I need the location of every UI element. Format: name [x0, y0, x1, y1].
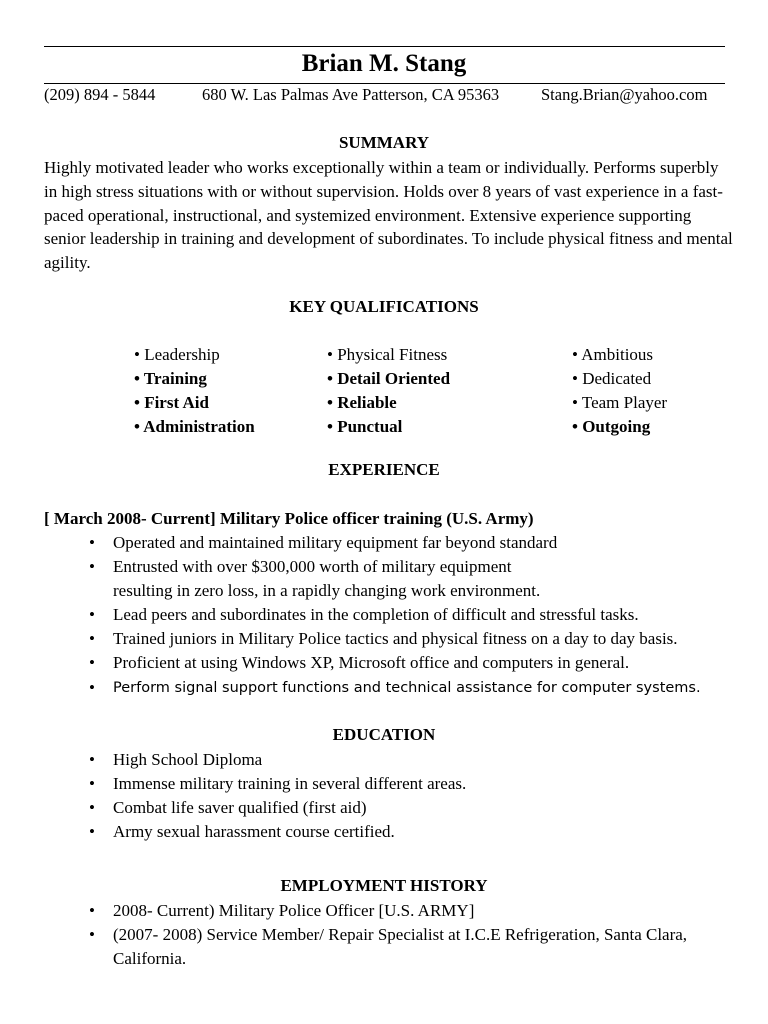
bullet-marker: • [89, 557, 95, 576]
bullet-marker: • [89, 533, 95, 552]
education-item: High School Diploma [113, 750, 263, 769]
experience-item: Entrusted with over $300,000 worth of military equipment [113, 557, 512, 576]
summary-text: Highly motivated leader who works exceptionally within a team or individually. Performs superbly in high stress situations with or without supervision. Holds over 8 years of vast experience in a fast-paced operational, instructional, and systemized environment. Extensive experience supporting senior leadership in training and development of subordinates. To include physical fitness and mental agility. [44, 158, 733, 273]
contact-address: 680 W. Las Palmas Ave Patterson, CA 95363 [202, 85, 500, 104]
qualification-item: • Physical Fitness [327, 345, 448, 364]
experience-item: Trained juniors in Military Police tactics and physical fitness on a day to day basis. [113, 629, 678, 648]
summary-heading: SUMMARY [338, 133, 430, 152]
experience-item-continuation: resulting in zero loss, in a rapidly changing work environment. [113, 581, 541, 600]
contact-email: Stang.Brian@yahoo.com [541, 85, 708, 104]
education-item: Combat life saver qualified (first aid) [113, 798, 367, 817]
experience-item: Operated and maintained military equipment far beyond standard [113, 533, 558, 552]
contact-phone: (209) 894 - 5844 [44, 85, 156, 104]
bullet-marker: • [89, 774, 95, 793]
employment-item: 2008- Current) Military Police Officer [U.S. ARMY] [113, 901, 475, 920]
education-item: Immense military training in several different areas. [113, 774, 467, 793]
experience-item: Perform signal support functions and technical assistance for computer systems. [113, 680, 701, 696]
experience-item: Proficient at using Windows XP, Microsoft office and computers in general. [113, 653, 630, 672]
bullet-marker: • [89, 629, 95, 648]
experience-heading: EXPERIENCE [328, 460, 440, 479]
employment-heading: EMPLOYMENT HISTORY [280, 876, 488, 895]
bullet-marker: • [89, 901, 95, 920]
qualification-item: • Ambitious [572, 345, 654, 364]
qualification-item: • Leadership [134, 345, 220, 364]
bullet-marker: • [89, 798, 95, 817]
qualifications-heading: KEY QUALIFICATIONS [289, 297, 479, 316]
bullet-marker: • [89, 822, 95, 841]
qualification-item: • Dedicated [572, 369, 652, 388]
qualification-item: • Administration [134, 417, 255, 436]
qualification-item: • Reliable [327, 393, 397, 412]
header-divider [44, 83, 725, 84]
candidate-name: Brian M. Stang [301, 50, 467, 77]
qualification-item: • Team Player [572, 393, 668, 412]
bullet-marker: • [89, 605, 95, 624]
qualification-item: • Outgoing [572, 417, 651, 436]
bullet-marker: • [89, 653, 95, 672]
employment-item: (2007- 2008) Service Member/ Repair Specialist at I.C.E Refrigeration, Santa Clara, California. [113, 925, 688, 968]
bullet-marker: • [89, 678, 95, 697]
education-item: Army sexual harassment course certified. [113, 822, 395, 841]
top-divider [44, 46, 725, 47]
education-heading: EDUCATION [332, 725, 436, 744]
bullet-marker: • [89, 750, 95, 769]
bullet-marker: • [89, 925, 95, 944]
experience-item: Lead peers and subordinates in the completion of difficult and stressful tasks. [113, 605, 639, 624]
qualification-item: • Detail Oriented [327, 369, 451, 388]
qualification-item: • Punctual [327, 417, 403, 436]
qualification-item: • First Aid [134, 393, 209, 412]
qualification-item: • Training [134, 369, 207, 388]
job-title: [ March 2008- Current] Military Police officer training (U.S. Army) [44, 509, 534, 528]
